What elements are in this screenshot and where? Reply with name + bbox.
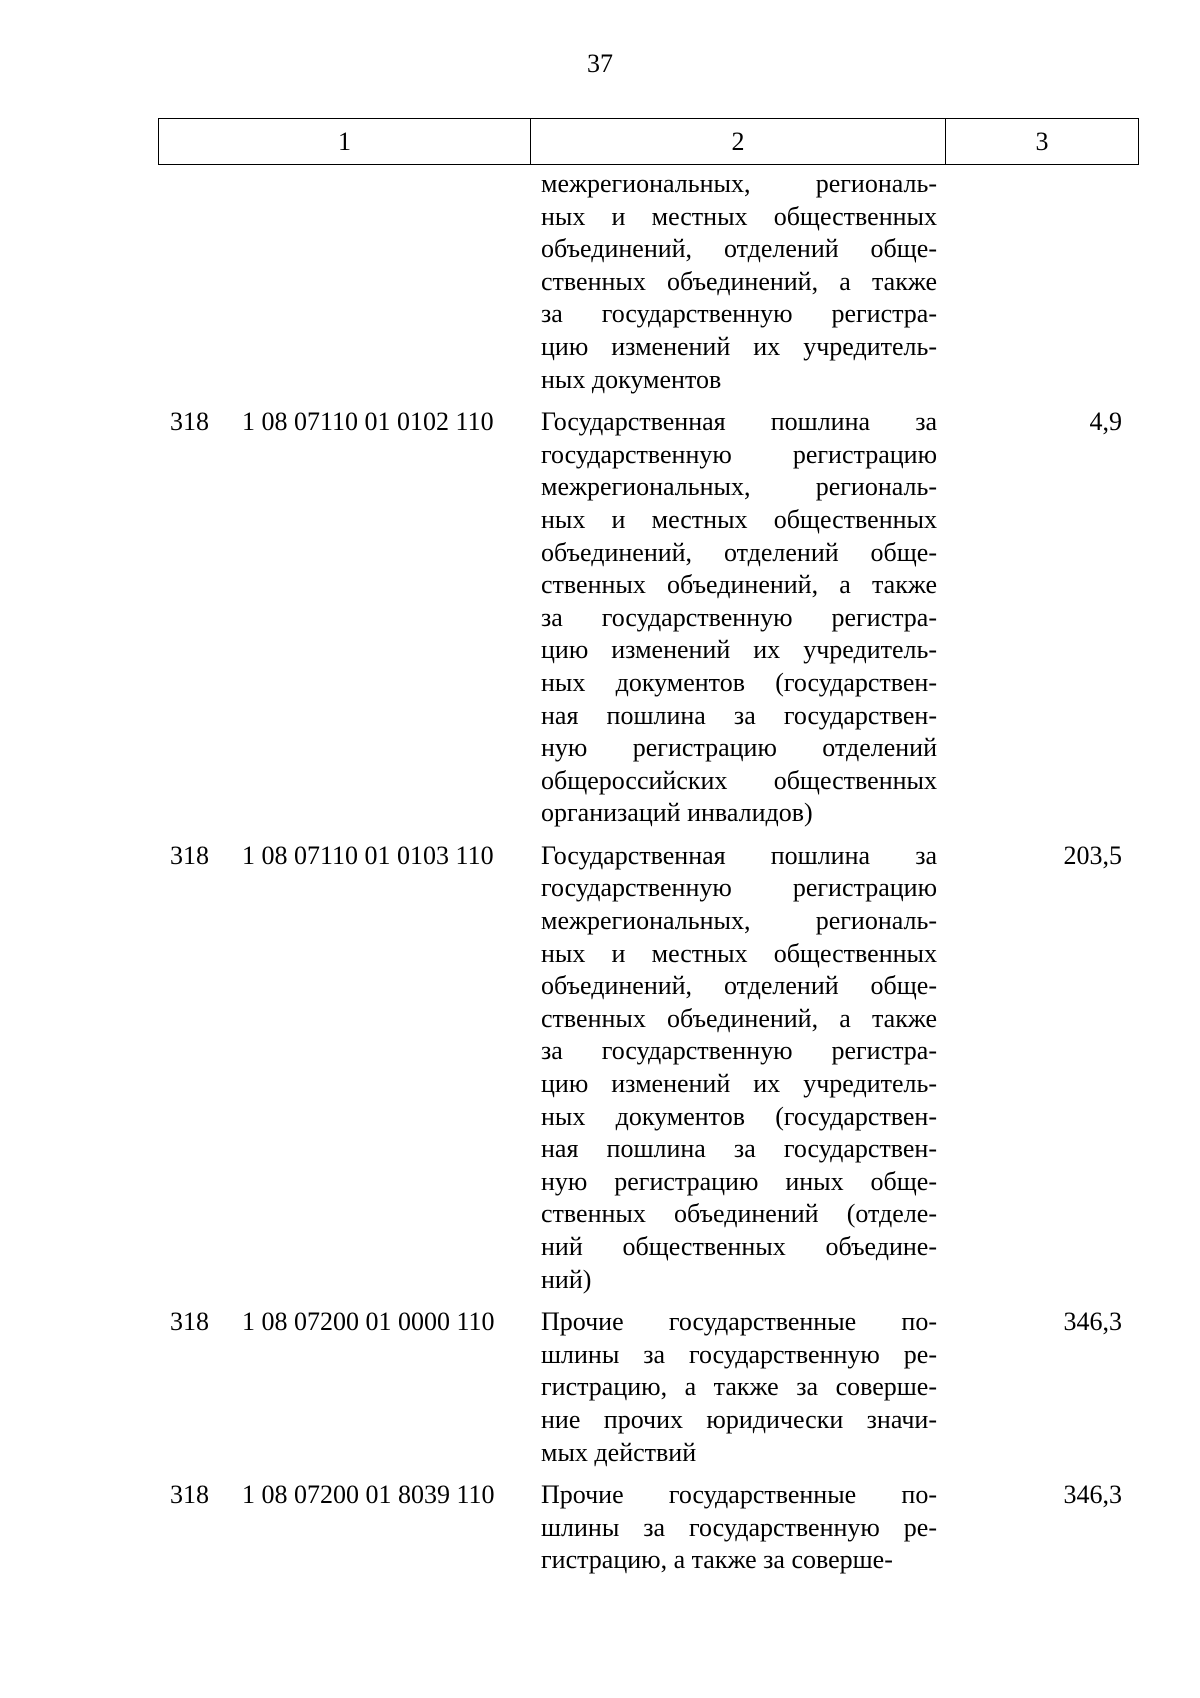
description-line: мых действий	[541, 1437, 697, 1467]
description-line: государственную регистрацию	[541, 873, 937, 903]
row-admin-code: 318	[170, 1480, 209, 1510]
description-line: ных и местных общественных	[541, 938, 937, 968]
row-budget-code: 1 08 07200 01 8039 110	[242, 1480, 495, 1510]
description-line: Прочие государственные по-	[541, 1480, 937, 1510]
description-line: шлины за государственную ре-	[541, 1512, 937, 1542]
description-line: общероссийских общественных	[541, 765, 937, 795]
description-line: гистрацию, а также за соверше-	[541, 1372, 937, 1402]
description-line: ных документов (государствен-	[541, 667, 937, 697]
description-line: за государственную регистра-	[541, 1036, 937, 1066]
description-line: ную регистрацию отделений	[541, 733, 937, 763]
table-row	[0, 1479, 1200, 1577]
description-line: государственную регистрацию	[541, 439, 937, 469]
row-admin-code: 318	[170, 1307, 209, 1337]
table-row	[0, 168, 1200, 396]
row-amount: 4,9	[1089, 407, 1122, 437]
table-body	[0, 168, 1200, 1577]
row-description	[541, 1306, 937, 1469]
description-line: цию изменений их учредитель-	[541, 635, 937, 665]
description-line: организаций инвалидов)	[541, 798, 813, 828]
table-header	[158, 118, 1139, 165]
description-line: ная пошлина за государствен-	[541, 1134, 937, 1164]
row-description	[541, 1479, 937, 1577]
table-header-col3: 3	[1035, 126, 1049, 156]
description-line: шлины за государственную ре-	[541, 1339, 937, 1369]
description-line: ных и местных общественных	[541, 504, 937, 534]
description-line: ственных объединений, а также	[541, 266, 937, 296]
row-budget-code: 1 08 07200 01 0000 110	[242, 1307, 495, 1337]
description-line: ственных объединений, а также	[541, 1003, 937, 1033]
page-number: 37	[587, 49, 613, 78]
table-header-col1: 1	[159, 119, 531, 164]
row-budget-code: 1 08 07110 01 0102 110	[242, 407, 494, 437]
row-amount: 346,3	[1063, 1307, 1122, 1337]
description-line: ная пошлина за государствен-	[541, 700, 937, 730]
table-header-col2: 2	[531, 119, 946, 164]
description-line: ную регистрацию иных обще-	[541, 1166, 937, 1196]
description-line: Государственная пошлина за	[541, 407, 937, 437]
row-admin-code: 318	[170, 407, 209, 437]
table-row	[0, 406, 1200, 830]
description-line: за государственную регистра-	[541, 299, 937, 329]
row-budget-code: 1 08 07110 01 0103 110	[242, 840, 494, 870]
description-line: объединений, отделений обще-	[541, 971, 937, 1001]
description-line: ных и местных общественных	[541, 201, 937, 231]
description-line: гистрацию, а также за соверше-	[541, 1545, 893, 1575]
description-line: межрегиональных, региональ-	[541, 906, 937, 936]
row-description	[541, 168, 937, 396]
description-line: ние прочих юридически значи-	[541, 1404, 937, 1434]
description-line: ний)	[541, 1264, 592, 1294]
description-line: ственных объединений, а также	[541, 570, 937, 600]
row-admin-code: 318	[170, 840, 209, 870]
row-description	[541, 840, 937, 1296]
description-line: межрегиональных, региональ-	[541, 472, 937, 502]
row-amount: 203,5	[1063, 840, 1122, 870]
description-line: объединений, отделений обще-	[541, 537, 937, 567]
description-line: ных документов (государствен-	[541, 1101, 937, 1131]
description-line: ных документов	[541, 364, 722, 394]
description-line: Прочие государственные по-	[541, 1307, 937, 1337]
description-line: за государственную регистра-	[541, 602, 937, 632]
table-row	[0, 1306, 1200, 1469]
description-line: ственных объединений (отделе-	[541, 1199, 937, 1229]
description-line: цию изменений их учредитель-	[541, 1069, 937, 1099]
description-line: Государственная пошлина за	[541, 840, 937, 870]
description-line: ний общественных объедине-	[541, 1232, 937, 1261]
description-line: межрегиональных, региональ-	[541, 169, 937, 198]
row-description	[541, 406, 937, 830]
row-amount: 346,3	[1063, 1480, 1122, 1510]
description-line: цию изменений их учредитель-	[541, 331, 937, 361]
table-row	[0, 840, 1200, 1296]
description-line: объединений, отделений обще-	[541, 234, 937, 264]
